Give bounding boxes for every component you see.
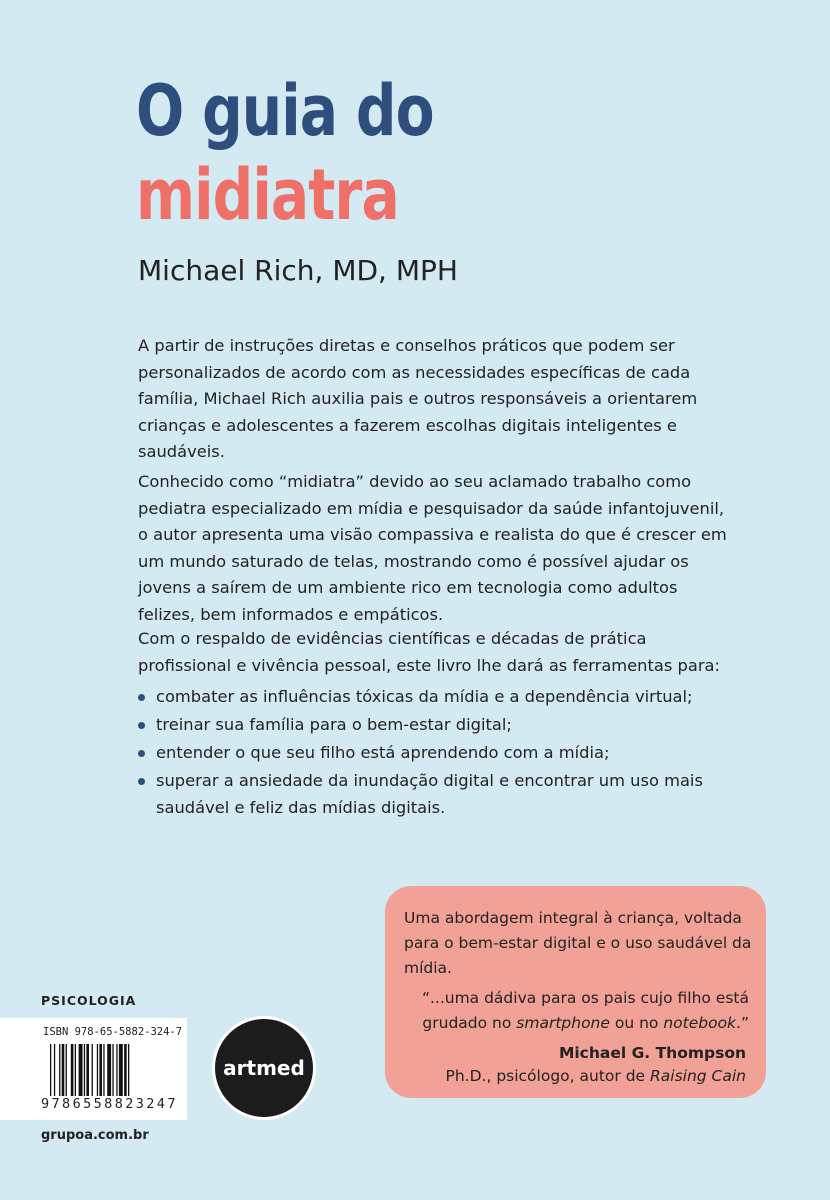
- bullet-icon: [138, 778, 145, 785]
- endorser-name: Michael G. Thompson: [558, 1044, 746, 1062]
- barcode-bar: [84, 1044, 85, 1096]
- bullet-icon: [138, 722, 145, 729]
- barcode-bar: [66, 1044, 67, 1096]
- title-line-1: O guia do: [136, 70, 434, 152]
- barcode-bar: [71, 1044, 74, 1096]
- category-label: PSICOLOGIA: [41, 993, 137, 1008]
- paragraph-2: Conhecido como “midiatra” devido ao seu aclamado trabalho como pediatra especializado em mídia e pesquisador da saúde infantojuvenil, o autor apresenta uma visão compassiva e realista do que é crescer em um mundo saturado de telas, mostrando como é possível ajudar os jovens a saírem de um ambiente rico em tecnologia como adultos felizes, bem informados e empáticos.: [138, 472, 727, 624]
- barcode-bar: [50, 1044, 51, 1096]
- barcode-bar: [116, 1044, 117, 1096]
- barcode-bar: [62, 1044, 65, 1096]
- barcode-bar: [54, 1044, 55, 1096]
- publisher-logo: artmed: [212, 1016, 316, 1120]
- list-item: treinar sua família para o bem-estar digital;: [138, 712, 738, 739]
- barcode-bar: [86, 1044, 89, 1096]
- author: Michael Rich, MD, MPH: [138, 254, 458, 287]
- list-item: superar a ansiedade da inundação digital e encontrar um uso mais saudável e feliz das mídias digitais.: [138, 768, 738, 821]
- quote-box: [385, 886, 766, 1098]
- barcode-bar: [59, 1044, 60, 1096]
- quote-intro: Uma abordagem integral à criança, voltada para o bem-estar digital e o uso saudável da mídia.: [404, 909, 752, 977]
- barcode-bar: [99, 1044, 102, 1096]
- barcode-bar: [112, 1044, 113, 1096]
- barcode-bar: [79, 1044, 83, 1096]
- paragraph-1: A partir de instruções diretas e conselhos práticos que podem ser personalizados de acordo com as necessidades específicas de cada família, Michael Rich auxilia pais e outros responsáveis a orientarem crianças e adolescentes a fazerem escolhas digitais inteligentes e saudáveis.: [138, 336, 698, 461]
- barcode-number: 9786558823247: [41, 1096, 178, 1112]
- bullet-list: [138, 684, 738, 823]
- bullet-icon: [138, 694, 145, 701]
- isbn: ISBN 978-65-5882-324-7: [43, 1026, 183, 1038]
- bullet-icon: [138, 750, 145, 757]
- title-line-2: midiatra: [136, 154, 399, 236]
- website: grupoa.com.br: [41, 1128, 149, 1143]
- paragraph-3: Com o respaldo de evidências científicas e décadas de prática profissional e vivência pessoal, este livro lhe dará as ferramentas para:: [138, 629, 720, 675]
- barcode-bar: [119, 1044, 123, 1096]
- barcode-bar: [107, 1044, 111, 1096]
- list-item: entender o que seu filho está aprendendo com a mídia;: [138, 740, 738, 767]
- barcode-bar: [97, 1044, 98, 1096]
- barcode-bar: [92, 1044, 93, 1096]
- barcode-bar: [124, 1044, 127, 1096]
- barcode: [0, 1018, 187, 1120]
- barcode-bar: [103, 1044, 104, 1096]
- list-item: combater as influências tóxicas da mídia e a dependência virtual;: [138, 684, 738, 711]
- barcode-bar: [128, 1044, 129, 1096]
- endorser-credentials: Ph.D., psicólogo, autor de Raising Cain: [445, 1067, 746, 1085]
- barcode-bar: [75, 1044, 76, 1096]
- barcode-bars: [50, 1044, 177, 1100]
- endorsement-quote: “...uma dádiva para os pais cujo filho está grudado no smartphone ou no notebook.”: [421, 989, 749, 1032]
